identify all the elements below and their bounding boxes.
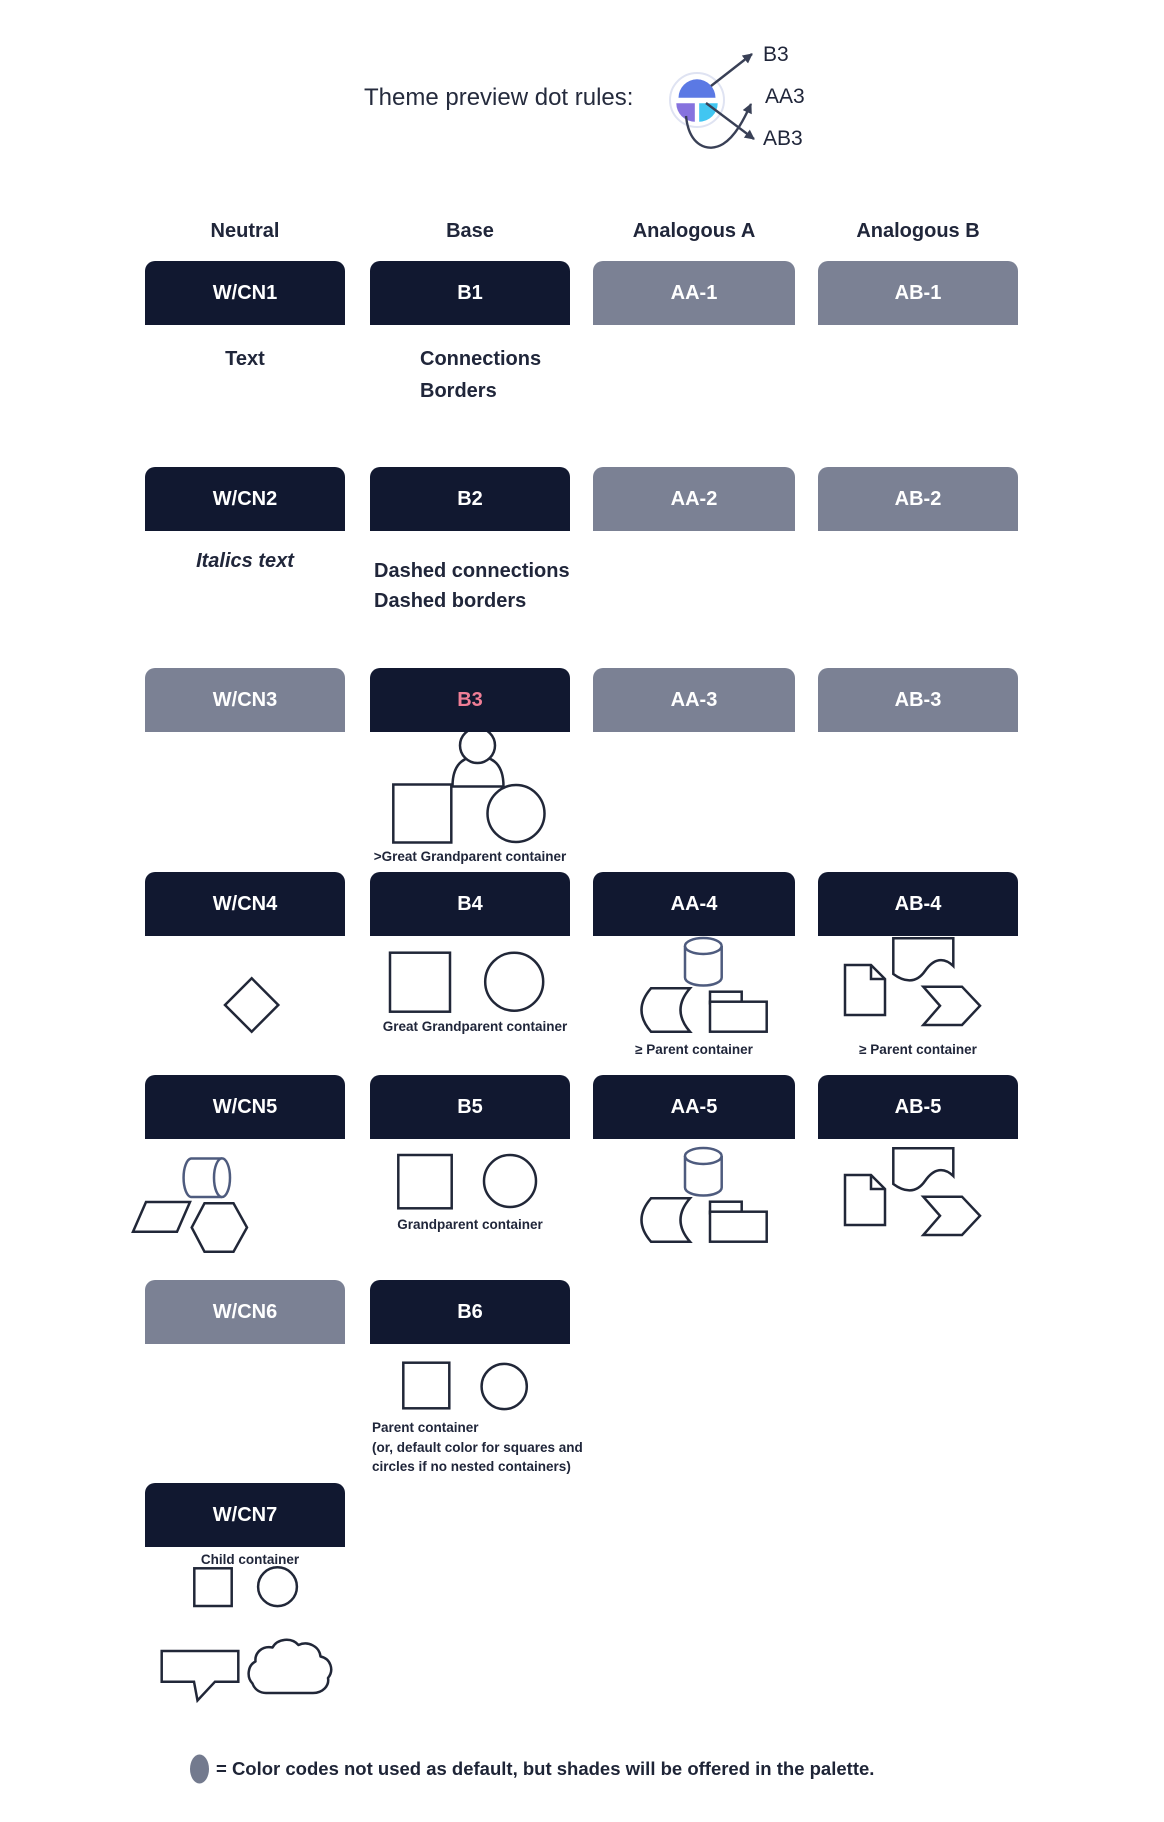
caption-text: Text xyxy=(225,348,265,370)
document-fold xyxy=(871,965,885,979)
wavy-document-shape xyxy=(893,1148,953,1190)
database-cylinder-icon xyxy=(685,1148,722,1196)
caption-great-grandparent-gt: >Great Grandparent container xyxy=(373,849,567,864)
swatch-wcn2-label: W/CN2 xyxy=(212,487,278,510)
wcn7-shapes xyxy=(162,1567,331,1700)
arrow-to-ab3 xyxy=(706,103,754,139)
swatch-wcn6 xyxy=(145,1280,345,1344)
dot-segment-analogous-b xyxy=(676,103,695,122)
swatch-b6-label: B6 xyxy=(457,1300,483,1323)
swatch-aa4 xyxy=(593,872,795,936)
swatch-wcn1 xyxy=(145,261,345,325)
ab4-shapes xyxy=(845,938,980,1025)
swatch-wcn4-label: W/CN4 xyxy=(212,892,278,915)
circle-shape xyxy=(482,1364,527,1409)
swatch-b3-label: B3 xyxy=(457,688,483,711)
swatch-ab4-label: AB-4 xyxy=(894,892,942,915)
column-header-neutral: Neutral xyxy=(210,220,280,242)
square-shape xyxy=(398,1155,451,1208)
square-shape xyxy=(194,1568,231,1606)
diamond-shape xyxy=(225,978,278,1031)
caption-italics-text: Italics text xyxy=(196,550,294,572)
swatch-ab5-label: AB-5 xyxy=(894,1095,942,1118)
circle-shape xyxy=(488,785,545,842)
cloud-shape xyxy=(249,1640,332,1693)
document-shape xyxy=(845,965,885,1015)
swatch-wcn5-label: W/CN5 xyxy=(212,1095,278,1118)
swatch-ab1-label: AB-1 xyxy=(894,281,942,304)
caption-child: Child container xyxy=(200,1552,300,1567)
swatch-aa5 xyxy=(593,1075,795,1139)
swatch-b5-label: B5 xyxy=(457,1095,483,1118)
caption-great-grandparent: Great Grandparent container xyxy=(382,1019,568,1034)
caption-borders: Borders xyxy=(420,380,497,402)
aa5-shapes xyxy=(642,1148,767,1242)
tabbed-card-shape xyxy=(710,992,767,1032)
legend-dot-icon xyxy=(190,1755,209,1784)
swatch-wcn2 xyxy=(145,467,345,531)
swatch-wcn7 xyxy=(145,1483,345,1547)
swatch-b4 xyxy=(370,872,570,936)
b4-shapes xyxy=(390,953,543,1012)
swatch-ab3-label: AB-3 xyxy=(894,688,942,711)
swatch-b6 xyxy=(370,1280,570,1344)
swatch-b5 xyxy=(370,1075,570,1139)
b5-shapes xyxy=(398,1155,536,1208)
swatch-wcn1-label: W/CN1 xyxy=(212,281,278,304)
caption-parent-note-1: (or, default color for squares and xyxy=(372,1440,583,1455)
arrow-to-b3 xyxy=(711,54,752,86)
hexagon-shape xyxy=(192,1203,247,1251)
stored-data-shape xyxy=(642,988,691,1031)
database-cylinder-icon xyxy=(685,938,722,986)
ab5-shapes xyxy=(845,1148,980,1235)
swatch-b4-label: B4 xyxy=(457,892,483,915)
person-icon xyxy=(453,757,504,787)
dot-target-b3-label: B3 xyxy=(763,43,789,66)
wcn5-shapes xyxy=(133,1158,247,1251)
swatch-wcn4 xyxy=(145,872,345,936)
parallelogram-shape xyxy=(133,1202,190,1232)
swatch-b1-label: B1 xyxy=(457,281,483,304)
stored-data-shape xyxy=(642,1198,691,1241)
square-shape xyxy=(390,953,450,1012)
swatch-b1 xyxy=(370,261,570,325)
circle-shape xyxy=(258,1567,297,1606)
arrow-to-aa3 xyxy=(686,104,751,148)
caption-parent: Parent container xyxy=(372,1420,479,1435)
swatch-aa1-label: AA-1 xyxy=(670,281,718,304)
swatch-ab1 xyxy=(818,261,1018,325)
swatch-ab5 xyxy=(818,1075,1018,1139)
caption-grandparent: Grandparent container xyxy=(397,1217,543,1232)
wavy-document-shape xyxy=(893,938,953,980)
person-head-icon xyxy=(460,728,495,763)
swatch-ab2 xyxy=(818,467,1018,531)
speech-callout-shape xyxy=(162,1651,239,1701)
swatch-wcn3-label: W/CN3 xyxy=(212,688,278,711)
square-shape xyxy=(403,1363,449,1409)
swatch-wcn5 xyxy=(145,1075,345,1139)
swatch-aa3-label: AA-3 xyxy=(670,688,718,711)
caption-gte-parent-aa: ≥ Parent container xyxy=(635,1042,753,1057)
chevron-shape xyxy=(923,987,980,1025)
caption-parent-note-2: circles if no nested containers) xyxy=(372,1459,571,1474)
aa4-shapes xyxy=(642,938,767,1032)
square-shape xyxy=(393,785,451,843)
swatch-wcn6-label: W/CN6 xyxy=(212,1300,278,1323)
swatch-aa5-label: AA-5 xyxy=(670,1095,718,1118)
circle-shape xyxy=(484,1155,536,1207)
dot-segment-analogous-a xyxy=(699,103,718,122)
caption-connections: Connections xyxy=(420,348,542,370)
swatch-aa4-label: AA-4 xyxy=(670,892,718,915)
column-header-base: Base xyxy=(446,220,494,242)
dot-segment-base xyxy=(679,79,716,98)
theme-preview-dot-icon xyxy=(670,73,724,127)
swatch-aa2 xyxy=(593,467,795,531)
swatch-aa2-label: AA-2 xyxy=(670,487,718,510)
swatch-aa3 xyxy=(593,668,795,732)
swatch-wcn3 xyxy=(145,668,345,732)
tabbed-card-shape xyxy=(710,1202,767,1242)
swatch-ab3 xyxy=(818,668,1018,732)
column-header-analogous-a: Analogous A xyxy=(632,220,756,242)
swatch-b3 xyxy=(370,668,570,732)
swatch-aa1 xyxy=(593,261,795,325)
swatch-b2-label: B2 xyxy=(457,487,483,510)
swatch-ab2-label: AB-2 xyxy=(894,487,942,510)
dot-ring xyxy=(670,73,724,127)
legend-text: = Color codes not used as default, but shades will be offered in the palette. xyxy=(216,1758,875,1779)
caption-gte-parent-ab: ≥ Parent container xyxy=(859,1042,977,1057)
circle-shape xyxy=(485,953,543,1011)
swatch-wcn7-label: W/CN7 xyxy=(212,1503,278,1526)
column-header-analogous-b: Analogous B xyxy=(856,220,980,242)
document-shape xyxy=(845,1175,885,1225)
caption-dashed-borders: Dashed borders xyxy=(374,590,527,612)
page-title: Theme preview dot rules: xyxy=(364,84,634,111)
swatch-b2 xyxy=(370,467,570,531)
chevron-shape xyxy=(923,1197,980,1235)
dot-arrows xyxy=(686,54,754,148)
caption-dashed-connections: Dashed connections xyxy=(374,560,570,582)
document-fold xyxy=(871,1175,885,1189)
dot-target-aa3-label: AA3 xyxy=(765,85,805,108)
dot-target-ab3-label: AB3 xyxy=(763,127,803,150)
horizontal-cylinder-icon xyxy=(184,1158,230,1197)
b6-shapes xyxy=(403,1363,527,1409)
b3-shapes xyxy=(393,728,544,843)
swatch-ab4 xyxy=(818,872,1018,936)
